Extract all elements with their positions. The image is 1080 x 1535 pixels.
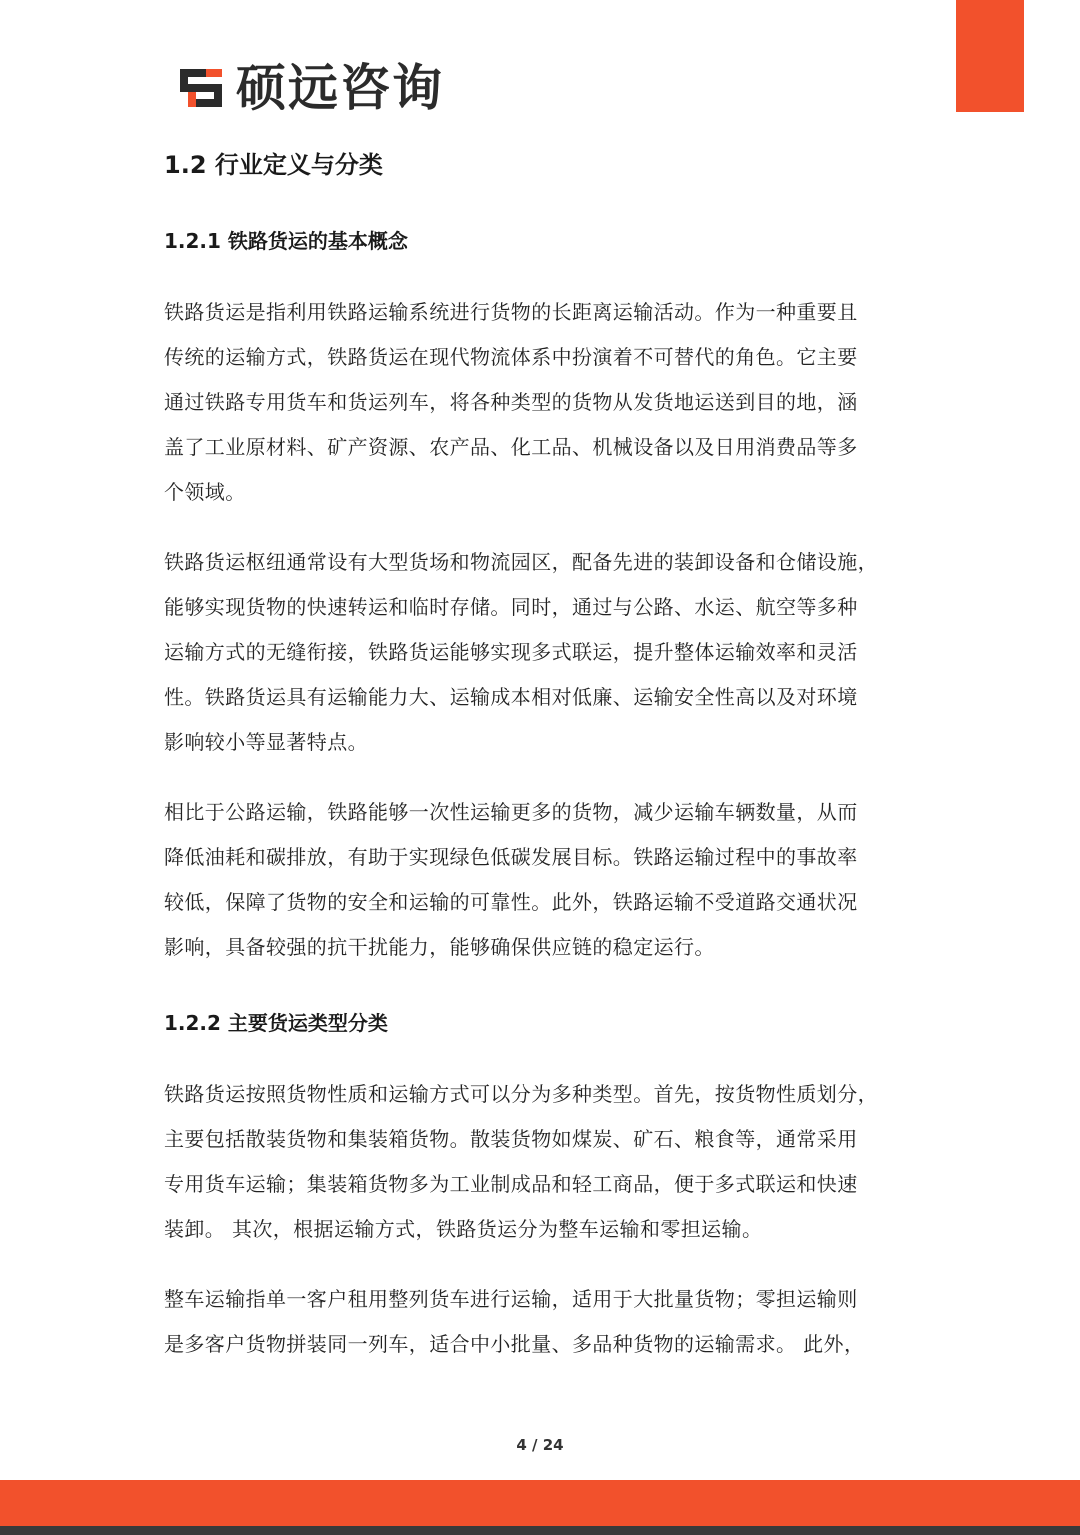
subsection-heading-1-2-1: 1.2.1 铁路货运的基本概念: [164, 229, 408, 253]
footer-accent-bar: [0, 1480, 1080, 1526]
text-line: 性。铁路货运具有运输能力大、运输成本相对低廉、运输安全性高以及对环境: [164, 685, 858, 709]
text-line: 影响较小等显著特点。: [164, 730, 368, 754]
section-heading: 1.2 行业定义与分类: [164, 151, 383, 179]
text-line: 主要包括散装货物和集装箱货物。散装货物如煤炭、矿石、粮食等，通常采用: [164, 1127, 858, 1151]
paragraph: [164, 1072, 924, 1252]
text-line: 盖了工业原材料、矿产资源、农产品、化工品、机械设备以及日用消费品等多: [164, 435, 858, 459]
text-line: 装卸。 其次，根据运输方式，铁路货运分为整车运输和零担运输。: [164, 1217, 763, 1241]
text-line: 相比于公路运输，铁路能够一次性运输更多的货物，减少运输车辆数量，从而: [164, 800, 858, 824]
text-line: 影响，具备较强的抗干扰能力，能够确保供应链的稳定运行。: [164, 935, 715, 959]
text-line: 降低油耗和碳排放，有助于实现绿色低碳发展目标。铁路运输过程中的事故率: [164, 845, 858, 869]
text-line: 专用货车运输；集装箱货物多为工业制成品和轻工商品，便于多式联运和快速: [164, 1172, 858, 1196]
text-line: 铁路货运枢纽通常设有大型货场和物流园区，配备先进的装卸设备和仓储设施，: [164, 550, 878, 574]
paragraph: [164, 290, 924, 515]
paragraph: [164, 1277, 924, 1367]
text-line: 铁路货运按照货物性质和运输方式可以分为多种类型。首先，按货物性质划分，: [164, 1082, 878, 1106]
subsection-heading-1-2-2: 1.2.2 主要货运类型分类: [164, 1011, 388, 1035]
text-line: 传统的运输方式，铁路货运在现代物流体系中扮演着不可替代的角色。它主要: [164, 345, 858, 369]
document-body: [164, 140, 924, 1367]
text-line: 较低，保障了货物的安全和运输的可靠性。此外，铁路运输不受道路交通状况: [164, 890, 858, 914]
brand-name: 硕远咨询: [236, 59, 444, 117]
text-line: 个领域。: [164, 480, 246, 504]
footer-dark-strip: [0, 1526, 1080, 1535]
text-line: 是多客户货物拼装同一列车，适合中小批量、多品种货物的运输需求。 此外，: [164, 1332, 865, 1356]
page-number: 4 / 24: [516, 1436, 564, 1454]
paragraph: [164, 540, 924, 765]
text-line: 能够实现货物的快速转运和临时存储。同时，通过与公路、水运、航空等多种: [164, 595, 858, 619]
text-line: 通过铁路专用货车和货运列车，将各种类型的货物从发货地运送到目的地，涵: [164, 390, 858, 414]
text-line: 铁路货运是指利用铁路运输系统进行货物的长距离运输活动。作为一种重要且: [164, 300, 858, 324]
text-line: 运输方式的无缝衔接，铁路货运能够实现多式联运，提升整体运输效率和灵活: [164, 640, 858, 664]
paragraph: [164, 790, 924, 970]
corner-accent-tab: [956, 0, 1024, 112]
brand-logo: [176, 59, 444, 117]
text-line: 整车运输指单一客户租用整列货车进行运输，适用于大批量货物；零担运输则: [164, 1287, 858, 1311]
brand-logo-icon: [176, 65, 226, 111]
